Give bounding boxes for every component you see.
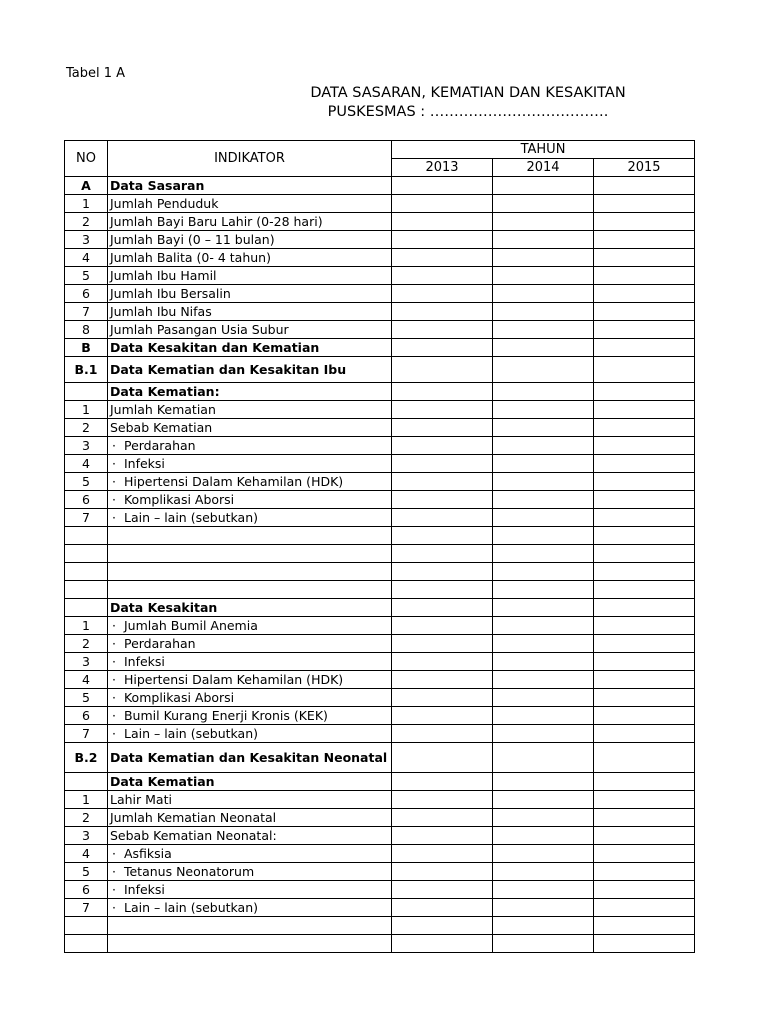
- table-row: [65, 491, 695, 509]
- table-row: [65, 563, 695, 581]
- indicator-label: · Perdarahan: [110, 438, 196, 453]
- indicator-label: · Komplikasi Aborsi: [110, 690, 234, 705]
- value-cell-2014[interactable]: [493, 419, 594, 437]
- table-row: [65, 419, 695, 437]
- table-label: Tabel 1 A: [66, 66, 126, 81]
- value-cell-2015[interactable]: [594, 437, 695, 455]
- row-number: 4: [65, 249, 108, 267]
- indicator-cell: Data Kematian:: [108, 383, 392, 401]
- value-cell-2015[interactable]: [594, 827, 695, 845]
- indicator-cell: Jumlah Ibu Bersalin: [108, 285, 392, 303]
- indicator-cell: Jumlah Kematian: [108, 401, 392, 419]
- value-cell-2014[interactable]: [493, 599, 594, 617]
- value-cell-2014[interactable]: [493, 401, 594, 419]
- value-cell-2015[interactable]: [594, 195, 695, 213]
- table-row: [65, 357, 695, 383]
- value-cell-2013[interactable]: [392, 845, 493, 863]
- indicator-cell: Jumlah Ibu Nifas: [108, 303, 392, 321]
- value-cell-2014[interactable]: [493, 491, 594, 509]
- document-title: [200, 84, 736, 122]
- row-number: 5: [65, 689, 108, 707]
- row-number: 6: [65, 285, 108, 303]
- indicator-label: · Infeksi: [110, 456, 165, 471]
- value-cell-2015[interactable]: [594, 599, 695, 617]
- value-cell-2013[interactable]: [392, 339, 493, 357]
- table-row: [65, 321, 695, 339]
- row-number: [65, 917, 108, 935]
- table-row: [65, 707, 695, 725]
- indicator-cell: [108, 881, 392, 899]
- table-row: [65, 509, 695, 527]
- value-cell-2013[interactable]: [392, 231, 493, 249]
- value-cell-2014[interactable]: [493, 509, 594, 527]
- table-row: [65, 249, 695, 267]
- row-number: [65, 545, 108, 563]
- indicator-cell: [108, 671, 392, 689]
- value-cell-2015[interactable]: [594, 545, 695, 563]
- indicator-cell: [108, 635, 392, 653]
- value-cell-2013[interactable]: [392, 863, 493, 881]
- indicator-cell: [108, 689, 392, 707]
- value-cell-2013[interactable]: [392, 195, 493, 213]
- row-number: 3: [65, 653, 108, 671]
- header-tahun: TAHUN: [392, 141, 695, 159]
- indicator-label: · Lain – lain (sebutkan): [110, 510, 258, 525]
- indicator-cell: [108, 545, 392, 563]
- table-row: [65, 213, 695, 231]
- row-number: A: [65, 177, 108, 195]
- value-cell-2014[interactable]: [493, 581, 594, 599]
- indicator-cell: [108, 935, 392, 953]
- value-cell-2013[interactable]: [392, 419, 493, 437]
- value-cell-2014[interactable]: [493, 881, 594, 899]
- row-number: [65, 527, 108, 545]
- value-cell-2013[interactable]: [392, 881, 493, 899]
- row-number: [65, 935, 108, 953]
- row-number: 3: [65, 827, 108, 845]
- indicator-cell: [108, 899, 392, 917]
- indicator-cell: Jumlah Bayi (0 – 11 bulan): [108, 231, 392, 249]
- value-cell-2014[interactable]: [493, 773, 594, 791]
- value-cell-2013[interactable]: [392, 935, 493, 953]
- indicator-cell: [108, 455, 392, 473]
- table-row: [65, 195, 695, 213]
- indicator-label: · Jumlah Bumil Anemia: [110, 618, 258, 633]
- table-row: [65, 473, 695, 491]
- row-number: 5: [65, 473, 108, 491]
- value-cell-2014[interactable]: [493, 195, 594, 213]
- header-year-2015: 2015: [594, 159, 695, 177]
- value-cell-2014[interactable]: [493, 473, 594, 491]
- indicator-label: · Hipertensi Dalam Kehamilan (HDK): [110, 672, 343, 687]
- indicator-cell: [108, 863, 392, 881]
- table-row: [65, 671, 695, 689]
- row-number: [65, 581, 108, 599]
- value-cell-2014[interactable]: [493, 231, 594, 249]
- value-cell-2013[interactable]: [392, 725, 493, 743]
- value-cell-2013[interactable]: [392, 285, 493, 303]
- table-row: [65, 635, 695, 653]
- table-row: [65, 791, 695, 809]
- table-row: [65, 899, 695, 917]
- indicator-cell: [108, 581, 392, 599]
- indicator-cell: [108, 527, 392, 545]
- header-year-2013: 2013: [392, 159, 493, 177]
- value-cell-2015[interactable]: [594, 773, 695, 791]
- value-cell-2014[interactable]: [493, 357, 594, 383]
- indicator-cell: Sebab Kematian Neonatal:: [108, 827, 392, 845]
- value-cell-2015[interactable]: [594, 339, 695, 357]
- indicator-cell: [108, 509, 392, 527]
- table-row: [65, 827, 695, 845]
- row-number: 6: [65, 881, 108, 899]
- value-cell-2013[interactable]: [392, 653, 493, 671]
- value-cell-2013[interactable]: [392, 599, 493, 617]
- value-cell-2014[interactable]: [493, 863, 594, 881]
- row-number: [65, 563, 108, 581]
- value-cell-2014[interactable]: [493, 455, 594, 473]
- value-cell-2013[interactable]: [392, 563, 493, 581]
- row-number: 6: [65, 491, 108, 509]
- table-row: [65, 285, 695, 303]
- table-row: [65, 303, 695, 321]
- title-line-2: PUSKESMAS : ……………………………….: [327, 104, 609, 120]
- table-row: [65, 845, 695, 863]
- value-cell-2014[interactable]: [493, 437, 594, 455]
- value-cell-2015[interactable]: [594, 581, 695, 599]
- indicator-cell: [108, 473, 392, 491]
- title-line-1: DATA SASARAN, KEMATIAN DAN KESAKITAN: [310, 85, 626, 101]
- indicator-label: · Perdarahan: [110, 636, 196, 651]
- row-number: 7: [65, 725, 108, 743]
- table-row: [65, 545, 695, 563]
- value-cell-2014[interactable]: [493, 689, 594, 707]
- value-cell-2013[interactable]: [392, 357, 493, 383]
- table-row: [65, 267, 695, 285]
- indicator-cell: Jumlah Pasangan Usia Subur: [108, 321, 392, 339]
- table-row: [65, 617, 695, 635]
- value-cell-2013[interactable]: [392, 617, 493, 635]
- row-number: B: [65, 339, 108, 357]
- indicator-cell: Jumlah Penduduk: [108, 195, 392, 213]
- row-number: 4: [65, 455, 108, 473]
- value-cell-2015[interactable]: [594, 563, 695, 581]
- value-cell-2013[interactable]: [392, 177, 493, 195]
- value-cell-2015[interactable]: [594, 791, 695, 809]
- value-cell-2013[interactable]: [392, 527, 493, 545]
- table-row: [65, 773, 695, 791]
- value-cell-2014[interactable]: [493, 635, 594, 653]
- value-cell-2014[interactable]: [493, 303, 594, 321]
- indicator-cell: Jumlah Kematian Neonatal: [108, 809, 392, 827]
- value-cell-2013[interactable]: [392, 455, 493, 473]
- indicator-cell: Jumlah Bayi Baru Lahir (0-28 hari): [108, 213, 392, 231]
- value-cell-2015[interactable]: [594, 809, 695, 827]
- table-row: [65, 383, 695, 401]
- indicator-label: · Lain – lain (sebutkan): [110, 726, 258, 741]
- value-cell-2013[interactable]: [392, 437, 493, 455]
- indicator-cell: [108, 917, 392, 935]
- row-number: 6: [65, 707, 108, 725]
- value-cell-2013[interactable]: [392, 249, 493, 267]
- value-cell-2014[interactable]: [493, 743, 594, 773]
- indicator-cell: [108, 725, 392, 743]
- table-row: [65, 725, 695, 743]
- row-number: 2: [65, 635, 108, 653]
- row-number: 5: [65, 267, 108, 285]
- value-cell-2013[interactable]: [392, 707, 493, 725]
- table-body: [65, 177, 695, 953]
- indicator-label: · Hipertensi Dalam Kehamilan (HDK): [110, 474, 343, 489]
- indicator-cell: Data Sasaran: [108, 177, 392, 195]
- value-cell-2015[interactable]: [594, 249, 695, 267]
- value-cell-2015[interactable]: [594, 845, 695, 863]
- value-cell-2015[interactable]: [594, 267, 695, 285]
- row-number: 1: [65, 195, 108, 213]
- value-cell-2014[interactable]: [493, 899, 594, 917]
- value-cell-2014[interactable]: [493, 707, 594, 725]
- table-row: [65, 177, 695, 195]
- indicator-cell: [108, 491, 392, 509]
- table-row: [65, 935, 695, 953]
- table-row: [65, 917, 695, 935]
- value-cell-2013[interactable]: [392, 791, 493, 809]
- value-cell-2014[interactable]: [493, 177, 594, 195]
- value-cell-2013[interactable]: [392, 743, 493, 773]
- value-cell-2015[interactable]: [594, 213, 695, 231]
- value-cell-2014[interactable]: [493, 845, 594, 863]
- indicator-cell: [108, 653, 392, 671]
- value-cell-2013[interactable]: [392, 635, 493, 653]
- indicator-cell: [108, 707, 392, 725]
- row-number: 3: [65, 437, 108, 455]
- value-cell-2013[interactable]: [392, 671, 493, 689]
- row-number: 7: [65, 899, 108, 917]
- indicator-cell: Jumlah Ibu Hamil: [108, 267, 392, 285]
- value-cell-2013[interactable]: [392, 321, 493, 339]
- value-cell-2013[interactable]: [392, 545, 493, 563]
- indicator-label: · Infeksi: [110, 882, 165, 897]
- value-cell-2015[interactable]: [594, 473, 695, 491]
- row-number: 4: [65, 671, 108, 689]
- table-row: [65, 437, 695, 455]
- value-cell-2015[interactable]: [594, 321, 695, 339]
- indicator-label: · Tetanus Neonatorum: [110, 864, 254, 879]
- table-row: [65, 653, 695, 671]
- value-cell-2014[interactable]: [493, 827, 594, 845]
- value-cell-2014[interactable]: [493, 321, 594, 339]
- value-cell-2015[interactable]: [594, 177, 695, 195]
- value-cell-2013[interactable]: [392, 809, 493, 827]
- indicator-label: · Infeksi: [110, 654, 165, 669]
- value-cell-2015[interactable]: [594, 401, 695, 419]
- value-cell-2015[interactable]: [594, 725, 695, 743]
- value-cell-2015[interactable]: [594, 863, 695, 881]
- value-cell-2015[interactable]: [594, 917, 695, 935]
- value-cell-2013[interactable]: [392, 491, 493, 509]
- value-cell-2015[interactable]: [594, 357, 695, 383]
- indicator-cell: Jumlah Balita (0- 4 tahun): [108, 249, 392, 267]
- row-number: 2: [65, 213, 108, 231]
- header-indikator: INDIKATOR: [108, 141, 392, 177]
- indicator-label: · Komplikasi Aborsi: [110, 492, 234, 507]
- value-cell-2015[interactable]: [594, 509, 695, 527]
- row-number: 4: [65, 845, 108, 863]
- indicator-cell: Sebab Kematian: [108, 419, 392, 437]
- indicator-cell: Lahir Mati: [108, 791, 392, 809]
- row-number: [65, 773, 108, 791]
- row-number: 3: [65, 231, 108, 249]
- value-cell-2014[interactable]: [493, 935, 594, 953]
- row-number: 7: [65, 509, 108, 527]
- table-row: [65, 339, 695, 357]
- indicator-cell: [108, 563, 392, 581]
- value-cell-2014[interactable]: [493, 791, 594, 809]
- value-cell-2015[interactable]: [594, 935, 695, 953]
- row-number: 8: [65, 321, 108, 339]
- value-cell-2014[interactable]: [493, 917, 594, 935]
- value-cell-2013[interactable]: [392, 267, 493, 285]
- indicator-cell: Data Kematian dan Kesakitan Neonatal: [108, 743, 392, 773]
- row-number: [65, 383, 108, 401]
- value-cell-2013[interactable]: [392, 917, 493, 935]
- value-cell-2015[interactable]: [594, 635, 695, 653]
- row-number: 1: [65, 791, 108, 809]
- row-number: 5: [65, 863, 108, 881]
- value-cell-2014[interactable]: [493, 213, 594, 231]
- header-no: NO: [65, 141, 108, 177]
- value-cell-2015[interactable]: [594, 383, 695, 401]
- value-cell-2013[interactable]: [392, 303, 493, 321]
- row-number: [65, 599, 108, 617]
- value-cell-2014[interactable]: [493, 545, 594, 563]
- indicator-cell: [108, 845, 392, 863]
- row-number: 7: [65, 303, 108, 321]
- value-cell-2013[interactable]: [392, 899, 493, 917]
- table-row: [65, 231, 695, 249]
- indicator-label: · Bumil Kurang Enerji Kronis (KEK): [110, 708, 328, 723]
- value-cell-2014[interactable]: [493, 653, 594, 671]
- value-cell-2013[interactable]: [392, 689, 493, 707]
- value-cell-2013[interactable]: [392, 213, 493, 231]
- value-cell-2013[interactable]: [392, 509, 493, 527]
- value-cell-2015[interactable]: [594, 455, 695, 473]
- indicator-cell: [108, 617, 392, 635]
- value-cell-2013[interactable]: [392, 473, 493, 491]
- value-cell-2015[interactable]: [594, 527, 695, 545]
- value-cell-2015[interactable]: [594, 303, 695, 321]
- data-table: [64, 140, 695, 953]
- table-row: [65, 455, 695, 473]
- value-cell-2015[interactable]: [594, 899, 695, 917]
- value-cell-2014[interactable]: [493, 671, 594, 689]
- value-cell-2014[interactable]: [493, 617, 594, 635]
- value-cell-2014[interactable]: [493, 809, 594, 827]
- value-cell-2015[interactable]: [594, 653, 695, 671]
- value-cell-2014[interactable]: [493, 563, 594, 581]
- indicator-label: · Lain – lain (sebutkan): [110, 900, 258, 915]
- value-cell-2014[interactable]: [493, 339, 594, 357]
- value-cell-2014[interactable]: [493, 285, 594, 303]
- indicator-label: · Asfiksia: [110, 846, 172, 861]
- value-cell-2013[interactable]: [392, 827, 493, 845]
- table-row: [65, 527, 695, 545]
- table-row: [65, 599, 695, 617]
- value-cell-2013[interactable]: [392, 401, 493, 419]
- header-year-2014: 2014: [493, 159, 594, 177]
- value-cell-2015[interactable]: [594, 617, 695, 635]
- value-cell-2013[interactable]: [392, 773, 493, 791]
- indicator-cell: Data Kematian dan Kesakitan Ibu: [108, 357, 392, 383]
- table-row: [65, 581, 695, 599]
- value-cell-2015[interactable]: [594, 689, 695, 707]
- indicator-cell: [108, 437, 392, 455]
- value-cell-2015[interactable]: [594, 285, 695, 303]
- indicator-cell: Data Kematian: [108, 773, 392, 791]
- table-row: [65, 401, 695, 419]
- value-cell-2015[interactable]: [594, 671, 695, 689]
- row-number: 2: [65, 809, 108, 827]
- value-cell-2015[interactable]: [594, 881, 695, 899]
- value-cell-2014[interactable]: [493, 249, 594, 267]
- value-cell-2014[interactable]: [493, 527, 594, 545]
- value-cell-2015[interactable]: [594, 419, 695, 437]
- table-row: [65, 689, 695, 707]
- row-number: B.2: [65, 743, 108, 773]
- row-number: 1: [65, 617, 108, 635]
- row-number: 2: [65, 419, 108, 437]
- value-cell-2015[interactable]: [594, 491, 695, 509]
- table-row: [65, 743, 695, 773]
- table-row: [65, 881, 695, 899]
- value-cell-2015[interactable]: [594, 707, 695, 725]
- row-number: 1: [65, 401, 108, 419]
- value-cell-2013[interactable]: [392, 581, 493, 599]
- value-cell-2014[interactable]: [493, 725, 594, 743]
- value-cell-2013[interactable]: [392, 383, 493, 401]
- value-cell-2015[interactable]: [594, 231, 695, 249]
- value-cell-2014[interactable]: [493, 267, 594, 285]
- value-cell-2015[interactable]: [594, 743, 695, 773]
- table-row: [65, 863, 695, 881]
- value-cell-2014[interactable]: [493, 383, 594, 401]
- indicator-cell: Data Kesakitan dan Kematian: [108, 339, 392, 357]
- indicator-cell: Data Kesakitan: [108, 599, 392, 617]
- table-row: [65, 809, 695, 827]
- row-number: B.1: [65, 357, 108, 383]
